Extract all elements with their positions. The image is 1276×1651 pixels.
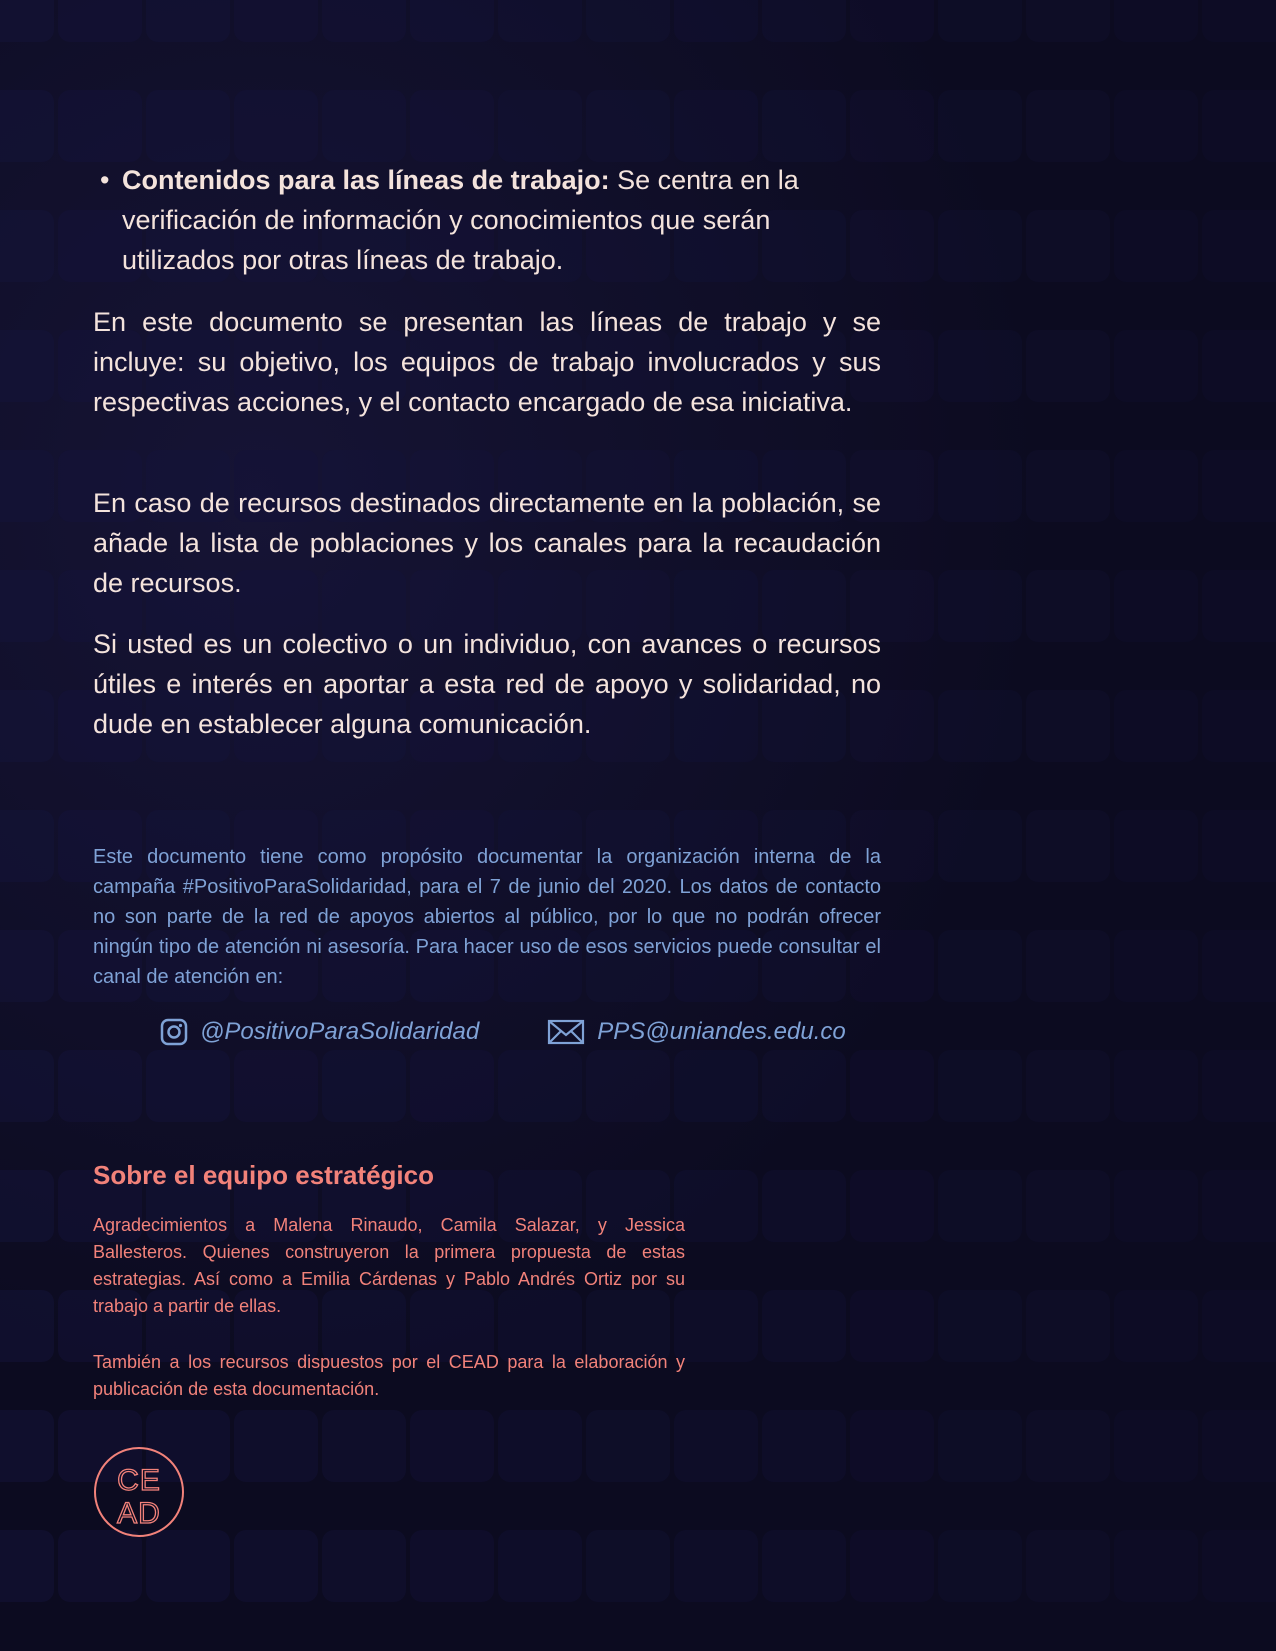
background-tile <box>938 330 1022 402</box>
background-tile <box>586 1410 670 1482</box>
background-tile <box>938 450 1022 522</box>
background-tile <box>1202 570 1276 642</box>
background-tile <box>410 0 494 42</box>
background-tile <box>1202 690 1276 762</box>
background-tile <box>1202 930 1276 1002</box>
background-tile <box>674 1290 758 1362</box>
background-tile <box>0 1170 54 1242</box>
background-tile <box>0 330 54 402</box>
background-tile <box>0 690 54 762</box>
background-tile <box>762 1410 846 1482</box>
team-resources-note: También a los recursos dispuestos por el CEAD para la elaboración y publicación de esta documentación. <box>93 1352 685 1399</box>
background-tile <box>0 570 54 642</box>
email-address[interactable]: PPS@uniandes.edu.co <box>597 1018 846 1045</box>
background-tile <box>1202 1410 1276 1482</box>
background-tile <box>0 1050 54 1122</box>
background-tile <box>938 690 1022 762</box>
background-tile <box>1114 1170 1198 1242</box>
team-acknowledgements: Agradecimientos a Malena Rinaudo, Camila Salazar, y Jessica Ballesteros. Quienes construyeron la primera propuesta de estas estrategias. Así como a Emilia Cárdenas y Pablo Andrés Ortiz por su trabajo a partir de ellas. <box>93 1215 685 1316</box>
background-tile <box>1026 1050 1110 1122</box>
background-tile <box>1026 0 1110 42</box>
background-tile <box>1026 930 1110 1002</box>
logo-line-1: CE <box>117 1464 161 1497</box>
email-contact[interactable] <box>547 1018 846 1046</box>
background-tile <box>1202 1050 1276 1122</box>
background-tile <box>1026 1410 1110 1482</box>
background-tile <box>586 1530 670 1602</box>
background-tile <box>938 1410 1022 1482</box>
background-tile <box>322 1050 406 1122</box>
background-tile <box>1026 210 1110 282</box>
background-tile <box>1026 570 1110 642</box>
background-tile <box>1026 1530 1110 1602</box>
logo-line-2: AD <box>117 1497 161 1530</box>
background-tile <box>938 810 1022 882</box>
background-tile <box>1114 1290 1198 1362</box>
background-tile <box>498 90 582 162</box>
background-tile <box>234 1410 318 1482</box>
background-tile <box>1202 0 1276 42</box>
background-tile <box>58 0 142 42</box>
background-tile <box>146 90 230 162</box>
background-tile <box>1202 90 1276 162</box>
background-tile <box>0 1530 54 1602</box>
background-tile <box>762 1290 846 1362</box>
background-tile <box>850 1410 934 1482</box>
background-tile <box>938 0 1022 42</box>
bullet-body: Se centra en la verificación de información y conocimientos que serán utilizados por otras líneas de trabajo. <box>122 165 799 275</box>
background-tile <box>322 0 406 42</box>
background-tile <box>410 1050 494 1122</box>
background-tile <box>322 1410 406 1482</box>
background-tile <box>762 1050 846 1122</box>
background-tile <box>1202 1170 1276 1242</box>
contact-row <box>160 1012 846 1052</box>
background-tile <box>762 0 846 42</box>
background-tile <box>146 0 230 42</box>
background-tile <box>58 1530 142 1602</box>
background-tile <box>234 90 318 162</box>
bullet-dot: • <box>100 165 110 195</box>
background-tile <box>0 0 54 42</box>
background-tile <box>762 1530 846 1602</box>
background-tile <box>410 1410 494 1482</box>
background-tile <box>586 0 670 42</box>
background-tile <box>850 0 934 42</box>
background-tile <box>586 90 670 162</box>
background-tile <box>1114 690 1198 762</box>
background-tile <box>1026 1290 1110 1362</box>
background-tile <box>674 0 758 42</box>
background-tile <box>674 1050 758 1122</box>
background-tile <box>674 1410 758 1482</box>
background-tile <box>1026 90 1110 162</box>
background-tile <box>674 90 758 162</box>
background-tile <box>0 210 54 282</box>
background-tile <box>674 1530 758 1602</box>
background-tile <box>1114 330 1198 402</box>
intro-paragraph-2: En caso de recursos destinados directamente en la población, se añade la lista de poblaciones y los canales para la recaudación de recursos. <box>93 488 881 598</box>
team-section-title: Sobre el equipo estratégico <box>93 1160 434 1190</box>
background-tile <box>1026 330 1110 402</box>
background-tile <box>1026 810 1110 882</box>
background-tile <box>1114 810 1198 882</box>
background-tile <box>234 0 318 42</box>
background-tile <box>1114 1050 1198 1122</box>
background-tile <box>1202 1530 1276 1602</box>
background-tile <box>498 1050 582 1122</box>
instagram-handle[interactable]: @PositivoParaSolidaridad <box>200 1018 480 1045</box>
background-tile <box>0 450 54 522</box>
background-tile <box>938 570 1022 642</box>
background-tile <box>938 90 1022 162</box>
background-tile <box>1026 1170 1110 1242</box>
bullet-item <box>100 160 882 280</box>
background-tile <box>850 1050 934 1122</box>
background-tile <box>1202 450 1276 522</box>
background-tile <box>938 1170 1022 1242</box>
background-tile <box>850 1530 934 1602</box>
bullet-bold-label: Contenidos para las líneas de trabajo: <box>122 165 610 195</box>
background-tile <box>322 90 406 162</box>
background-tile <box>410 1530 494 1602</box>
background-tile <box>58 1050 142 1122</box>
background-tile <box>1202 1290 1276 1362</box>
background-tile <box>674 1170 758 1242</box>
background-tile <box>498 1530 582 1602</box>
background-tile <box>322 1530 406 1602</box>
background-tile <box>498 1410 582 1482</box>
envelope-icon <box>547 1018 585 1046</box>
instagram-contact[interactable] <box>160 1018 479 1046</box>
background-tile <box>0 930 54 1002</box>
background-tile <box>938 210 1022 282</box>
background-tile <box>1114 1410 1198 1482</box>
background-tile <box>58 90 142 162</box>
background-tile <box>146 1050 230 1122</box>
background-tile <box>410 90 494 162</box>
intro-paragraph-1: En este documento se presentan las líneas de trabajo y se incluye: su objetivo, los equipos de trabajo involucrados y sus respectivas acciones, y el contacto encargado de esa iniciativa. <box>93 307 881 417</box>
cead-logo <box>93 1446 185 1538</box>
background-tile <box>1202 210 1276 282</box>
background-tile <box>850 1170 934 1242</box>
background-tile <box>234 1050 318 1122</box>
background-tile <box>1114 930 1198 1002</box>
background-tile <box>1114 0 1198 42</box>
background-tile <box>234 1530 318 1602</box>
background-tile <box>938 1050 1022 1122</box>
background-tile <box>0 1290 54 1362</box>
background-tile <box>1026 690 1110 762</box>
background-tile <box>1114 1530 1198 1602</box>
background-tile <box>938 1530 1022 1602</box>
background-tile <box>1202 810 1276 882</box>
background-tile <box>1114 210 1198 282</box>
background-tile <box>498 0 582 42</box>
background-tile <box>938 1290 1022 1362</box>
background-tile <box>0 1410 54 1482</box>
disclaimer-note: Este documento tiene como propósito documentar la organización interna de la campaña #PositivoParaSolidaridad, para el 7 de junio del 2020. Los datos de contacto no son parte de la red de apoyos abiertos al público, por lo que no podrán ofrecer ningún tipo de atención ni asesoría. Para hacer uso de esos servicios puede consultar el canal de atención en: <box>93 846 881 988</box>
background-tile <box>762 1170 846 1242</box>
background-tile <box>146 1530 230 1602</box>
background-tile <box>850 1290 934 1362</box>
background-tile <box>0 90 54 162</box>
background-tile <box>1114 90 1198 162</box>
background-tile <box>1202 330 1276 402</box>
background-tile <box>762 90 846 162</box>
bullet-text <box>100 160 882 280</box>
background-tile <box>1114 450 1198 522</box>
background-tile <box>1114 570 1198 642</box>
background-tile <box>1026 450 1110 522</box>
background-tile <box>938 930 1022 1002</box>
intro-paragraph-3: Si usted es un colectivo o un individuo, con avances o recursos útiles e interés en aportar a esta red de apoyo y solidaridad, no dude en establecer alguna comunicación. <box>93 629 881 739</box>
instagram-icon <box>160 1018 188 1046</box>
background-tile <box>0 810 54 882</box>
background-tile <box>586 1050 670 1122</box>
background-tile <box>850 90 934 162</box>
